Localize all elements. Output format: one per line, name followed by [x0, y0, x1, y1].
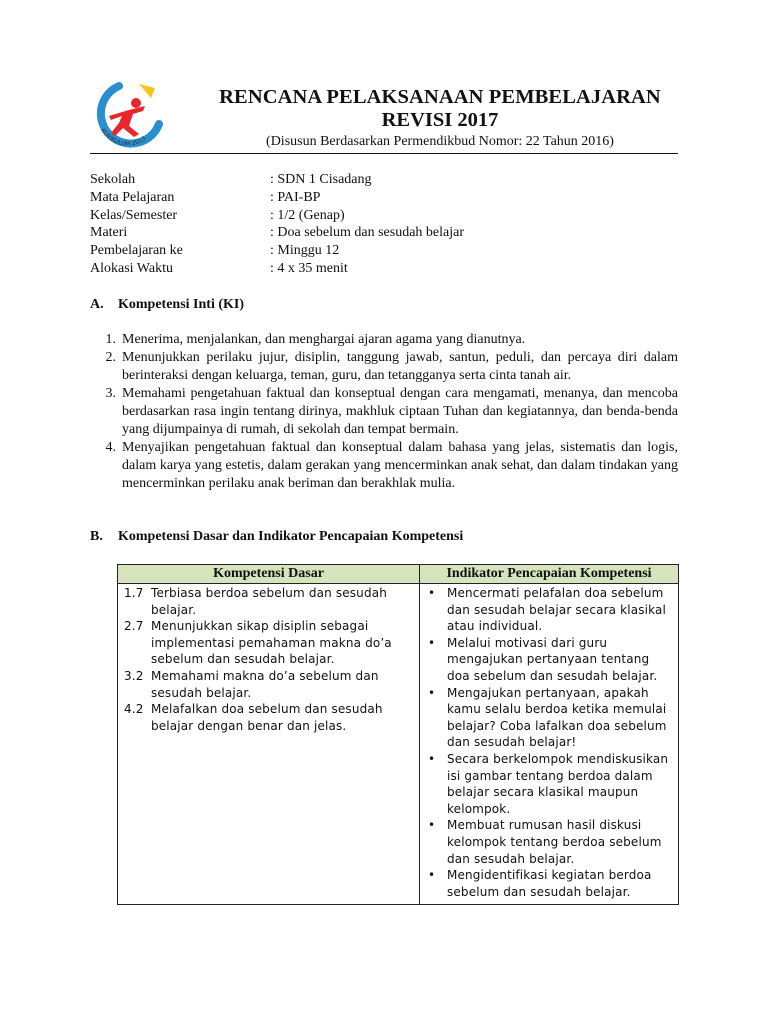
kd-text: Memahami makna do’a sebelum dan sesudah belajar.: [151, 668, 379, 700]
list-text: Menyajikan pengetahuan faktual dan konseptual dalam bahasa yang jelas, sistematis dan logis, dalam karya yang estetis, dalam gerakan yang mencerminkan anak sehat, dan dalam tindakan yang mencerminkan perilaku anak beriman dan berakhlak mulia.: [122, 440, 678, 491]
table-row: [118, 584, 679, 905]
kd-text: Menunjukkan sikap disiplin sebagai implementasi pemahaman makna do’a sebelum dan sesudah belajar.: [151, 619, 392, 667]
logo-text: KURIKULUM 2013: [99, 127, 148, 148]
list-number: 3.: [105, 386, 116, 401]
identity-label: Kelas/Semester: [90, 207, 178, 223]
ipk-item: [426, 751, 672, 817]
bullet-icon: •: [428, 586, 436, 600]
table-header-row: [118, 565, 679, 584]
ipk-text: Mencermati pelafalan doa sebelum dan sesudah belajar secara klasikal atau individual.: [447, 586, 666, 634]
table-header-ipk: Indikator Pencapaian Kompetensi: [420, 565, 679, 584]
kd-number: 1.7: [124, 586, 144, 600]
header-divider: [90, 153, 678, 154]
identity-value: : SDN 1 Cisadang: [270, 172, 372, 187]
identity-value: : Doa sebelum dan sesudah belajar: [270, 225, 464, 241]
ipk-item: [426, 635, 672, 685]
section-b-letter: B.: [90, 529, 103, 544]
kurikulum-2013-logo: [89, 78, 165, 154]
list-item: [90, 439, 678, 493]
ipk-cell: [420, 584, 679, 905]
ipk-item: [426, 867, 672, 900]
kd-number: 2.7: [124, 619, 144, 634]
identity-label: Alokasi Waktu: [90, 260, 173, 276]
kd-text: Melafalkan doa sebelum dan sesudah belajar dengan benar dan jelas.: [151, 702, 383, 733]
ipk-text: Secara berkelompok mendiskusikan isi gambar tentang berdoa dalam belajar secara klasikal maupun kelompok.: [447, 751, 669, 816]
ipk-text: Mengidentifikasi kegiatan berdoa sebelum dan sesudah belajar.: [447, 868, 652, 899]
list-text: Menerima, menjalankan, dan menghargai ajaran agama yang dianutnya.: [122, 332, 526, 347]
identity-value: : Minggu 12: [270, 243, 340, 259]
kd-item: [124, 701, 413, 734]
identity-row: [90, 224, 464, 242]
document-title: RENCANA PELAKSANAAN PEMBELAJARAN: [219, 86, 661, 108]
section-a-letter: A.: [90, 297, 104, 312]
identity-row: [90, 207, 464, 225]
identity-value: : 1/2 (Genap): [270, 207, 345, 223]
list-number: 2.: [105, 350, 116, 365]
bullet-icon: •: [428, 635, 436, 650]
bullet-icon: •: [428, 685, 436, 700]
table-header-kd: Kompetensi Dasar: [118, 565, 420, 584]
kompetensi-inti-list: [90, 331, 678, 493]
kd-number: 4.2: [124, 702, 144, 717]
kd-item: [124, 668, 413, 701]
identity-label: Pembelajaran ke: [90, 243, 183, 259]
document-subtitle: (Disusun Berdasarkan Permendikbud Nomor: 22 Tahun 2016): [266, 134, 614, 149]
list-item: [90, 385, 678, 439]
bullet-icon: •: [428, 751, 436, 766]
list-text: Menunjukkan perilaku jujur, disiplin, tanggung jawab, santun, peduli, dan percaya diri dalam berinteraksi dengan keluarga, teman, guru, dan tetangganya serta cinta tanah air.: [122, 350, 678, 383]
list-number: 1.: [105, 332, 116, 347]
identity-row: [90, 242, 464, 260]
list-item: [90, 349, 678, 385]
ipk-item: [426, 685, 672, 751]
bullet-icon: •: [428, 868, 436, 883]
kurikulum-logo-icon: [89, 78, 165, 154]
section-a-title: Kompetensi Inti (KI): [118, 297, 244, 312]
kd-cell: [118, 584, 420, 905]
section-b-title: Kompetensi Dasar dan Indikator Pencapaian Kompetensi: [118, 529, 464, 544]
ipk-text: Membuat rumusan hasil diskusi kelompok tentang berdoa sebelum dan sesudah belajar.: [447, 818, 662, 866]
kompetensi-table: [117, 564, 679, 905]
ipk-text: Mengajukan pertanyaan, apakah kamu selalu berdoa ketika memulai belajar? Coba lafalkan doa sebelum dan sesudah belajar!: [447, 685, 667, 750]
identity-row: [90, 171, 464, 189]
section-a-heading: [90, 297, 244, 313]
identity-label: Mata Pelajaran: [90, 189, 175, 205]
identity-label: Materi: [90, 225, 128, 241]
bullet-icon: •: [428, 818, 436, 833]
ipk-item: [426, 817, 672, 867]
identity-label: Sekolah: [90, 172, 136, 187]
ipk-text: Melalui motivasi dari guru mengajukan pertanyaan tentang doa sebelum dan sesudah belajar.: [447, 635, 658, 683]
identity-block: [90, 171, 464, 278]
kd-text: Terbiasa berdoa sebelum dan sesudah belajar.: [151, 586, 387, 617]
list-number: 4.: [105, 440, 116, 455]
identity-value: : 4 x 35 menit: [270, 260, 348, 276]
list-item: [90, 331, 678, 349]
kd-item: [124, 618, 413, 668]
section-b-heading: [90, 529, 463, 545]
document-header: [190, 86, 690, 151]
identity-value: : PAI-BP: [270, 189, 321, 205]
document-revision: REVISI 2017: [381, 109, 499, 131]
identity-row: [90, 260, 464, 278]
kd-item: [124, 585, 413, 618]
identity-row: [90, 189, 464, 207]
list-text: Memahami pengetahuan faktual dan konseptual dengan cara mengamati, menanya, dan mencoba berdasarkan rasa ingin tentang dirinya, makhluk ciptaan Tuhan dan kegiatannya, dan benda-benda yang dijumpainya di rumah, di sekolah dan tempat bermain.: [122, 386, 678, 437]
kd-number: 3.2: [124, 668, 144, 683]
ipk-item: [426, 585, 672, 635]
